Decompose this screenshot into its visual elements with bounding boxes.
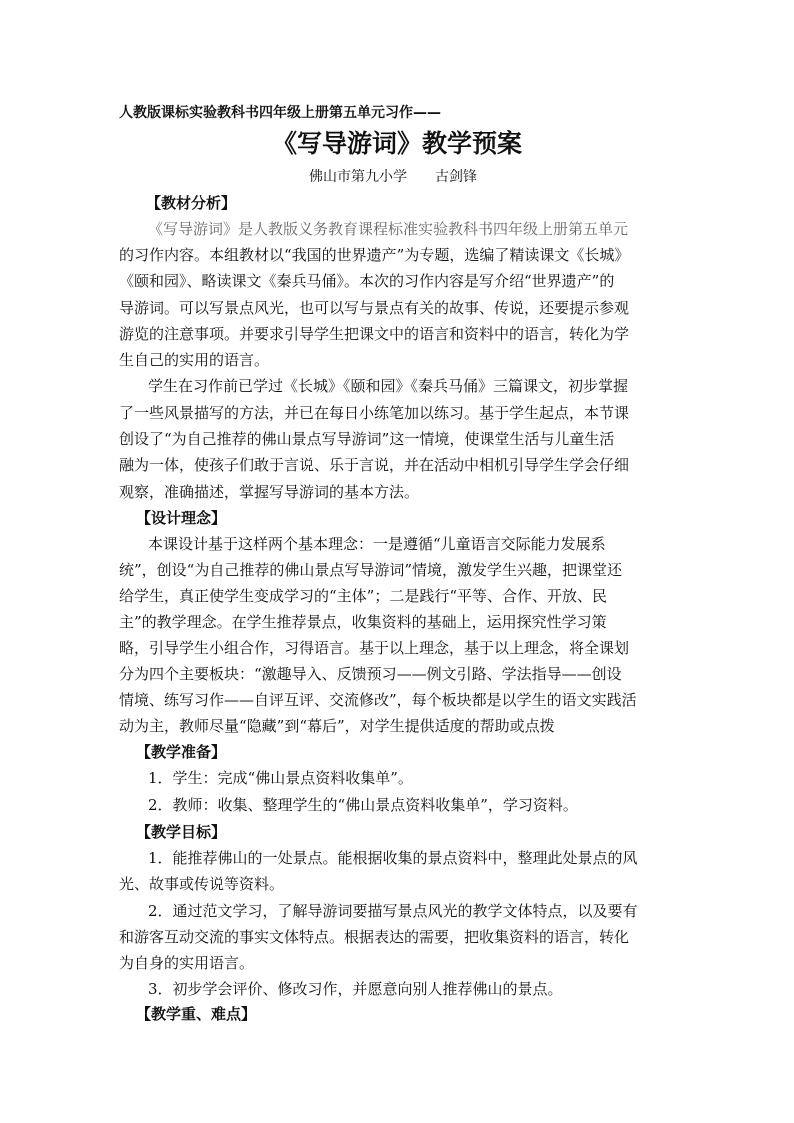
goal-line: 3．初步学会评价、修改习作，并愿意向别人推荐佛山的景点。 — [148, 980, 563, 998]
concept-line: 主”的教学理念。在学生推荐景点，收集资料的基础上，运用探究性学习策 — [119, 613, 607, 631]
prep-line: 2．教师：收集、整理学生的“佛山景点资料收集单”，学习资料。 — [148, 796, 578, 814]
concept-line: 统”，创设“为自己推荐的佛山景点写导游词”情境，激发学生兴趣，把课堂还 — [119, 561, 623, 579]
concept-line: 动为主，教师尽量“隐藏”到“幕后”，对学生提供适度的帮助或点拨 — [119, 717, 555, 735]
heading-prep: 【教学准备】 — [136, 743, 227, 761]
concept-line: 本课设计基于这样两个基本理念：一是遵循“儿童语言交际能力发展系 — [148, 535, 606, 553]
concept-line: 情境、练写习作——自评互评、交流修改”，每个板块都是以学生的语文实践活 — [119, 691, 637, 709]
heading-goals: 【教学目标】 — [136, 823, 227, 841]
concept-line: 给学生，真正使学生变成学习的“主体”；二是践行“平等、合作、开放、民 — [119, 587, 608, 605]
goal-line: 光、故事或传说等资料。 — [119, 875, 285, 893]
analysis-line: 学生在习作前已学过《长城》《颐和园》《秦兵马俑》三篇课文，初步掌握 — [148, 377, 629, 395]
analysis-line: 《颐和园》、略读课文《秦兵马俑》。本次的习作内容是写介绍“世界遗产”的 — [119, 272, 615, 290]
concept-line: 略，引导学生小组合作，习得语言。基于以上理念，基于以上理念，将全课划 — [119, 639, 630, 657]
analysis-line: 的习作内容。本组教材以“我国的世界遗产”为专题，选编了精读课文《长城》 — [119, 246, 630, 264]
goal-line: 和游客互动交流的事实文体特点。根据表达的需要，把收集资料的语言，转化 — [119, 928, 630, 946]
pre-title: 人教版课标实验教科书四年级上册第五单元习作—— — [119, 105, 441, 121]
analysis-line: 观察，准确描述，掌握写导游词的基本方法。 — [119, 483, 420, 501]
analysis-line: 了一些风景描写的方法，并已在每日小练笔加以练习。基于学生起点，本节课 — [119, 404, 630, 422]
heading-concept: 【设计理念】 — [136, 509, 227, 527]
analysis-line: 游览的注意事项。并要求引导学生把课文中的语言和资料中的语言，转化为学 — [119, 325, 630, 343]
heading-keypoints: 【教学重、难点】 — [136, 1005, 257, 1023]
analysis-line: 《写导游词》是人教版义务教育课程标准实验教科书四年级上册第五单元 — [148, 220, 629, 238]
analysis-line: 导游词。可以写景点风光，也可以写与景点有关的故事、传说，还要提示参观 — [119, 299, 630, 317]
author-school: 佛山市第九小学 — [309, 169, 407, 185]
analysis-line: 创设了“为自己推荐的佛山景点写导游词”这一情境，使课堂生活与儿童生活 — [119, 430, 615, 448]
goal-line: 为自身的实用语言。 — [119, 954, 255, 972]
author-name: 古剑锋 — [435, 169, 477, 185]
analysis-line: 生自己的实用的语言。 — [119, 351, 270, 369]
heading-analysis: 【教材分析】 — [146, 194, 237, 212]
goal-line: 1．能推荐佛山的一处景点。能根据收集的景点资料中，整理此处景点的风 — [148, 849, 638, 867]
concept-line: 分为四个主要板块：“激趣导入、反馈预习——例文引路、学法指导——创设 — [119, 665, 622, 683]
analysis-line: 融为一体，使孩子们敢于言说、乐于言说，并在活动中相机引导学生学会仔细 — [119, 456, 630, 474]
prep-line: 1．学生：完成“佛山景点资料收集单”。 — [148, 769, 413, 787]
page-title: 《写导游词》教学预案 — [271, 129, 522, 158]
goal-line: 2．通过范文学习，了解导游词要描写景点风光的教学文体特点，以及要有 — [148, 902, 638, 920]
author-line — [309, 166, 477, 186]
